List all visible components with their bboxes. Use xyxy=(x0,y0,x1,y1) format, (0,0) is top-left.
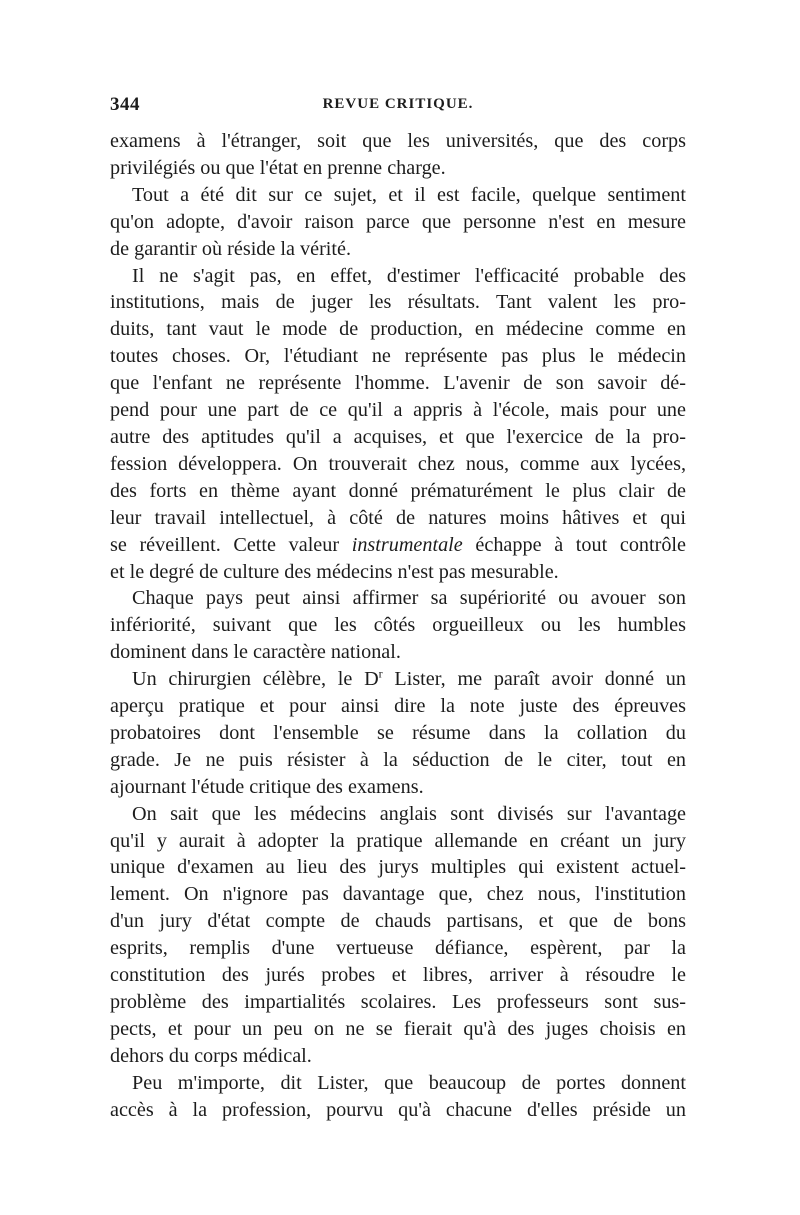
text-line-with-italic xyxy=(110,532,686,559)
text-line: ajournant l'étude critique des examens. xyxy=(110,775,424,798)
text-segment: se réveillent. Cette valeur xyxy=(110,533,340,556)
text-line: Peu m'importe, dit Lister, que beaucoup de portes donnent xyxy=(132,1071,686,1094)
text-line: infériorité, suivant que les côtés orgueilleux ou les humbles xyxy=(110,614,686,637)
text-line: qu'on adopte, d'avoir raison parce que personne n'est en mesure xyxy=(110,210,686,233)
paragraph xyxy=(110,263,686,586)
text-line: fession développera. On trouverait chez nous, comme aux lycées, xyxy=(110,452,686,475)
text-line: autre des aptitudes qu'il a acquises, et que l'exercice de la pro- xyxy=(110,425,686,448)
text-line: pects, et pour un peu on ne se fierait qu'à des juges choisis en xyxy=(110,1017,686,1040)
text-line: dehors du corps médical. xyxy=(110,1044,312,1067)
superscript: r xyxy=(378,666,383,681)
text-line: leur travail intellectuel, à côté de natures moins hâtives et qui xyxy=(110,506,686,529)
text-line: Tout a été dit sur ce sujet, et il est facile, quelque sentiment xyxy=(132,183,686,206)
book-page xyxy=(110,94,686,1124)
italic-phrase: instrumentale xyxy=(351,533,463,556)
text-segment: échappe à tout contrôle xyxy=(475,533,686,556)
text-line: accès à la profession, pourvu qu'à chacune d'elles préside un xyxy=(110,1098,686,1121)
text-line: pend pour une part de ce qu'il a appris à l'école, mais pour une xyxy=(110,399,686,422)
paragraph xyxy=(110,801,686,1070)
text-line: Chaque pays peut ainsi affirmer sa supériorité ou avouer son xyxy=(132,587,686,610)
text-line-with-superscript xyxy=(110,666,686,693)
text-line: qu'il y aurait à adopter la pratique allemande en créant un jury xyxy=(110,829,686,852)
text-line: Il ne s'agit pas, en effet, d'estimer l'efficacité probable des xyxy=(132,264,686,287)
text-line: institutions, mais de juger les résultats. Tant valent les pro- xyxy=(110,291,686,314)
text-line: On sait que les médecins anglais sont divisés sur l'avantage xyxy=(132,802,686,825)
running-title: REVUE CRITIQUE. xyxy=(322,96,474,112)
running-head xyxy=(110,94,686,124)
text-line: grade. Je ne puis résister à la séduction de le citer, tout en xyxy=(110,748,686,771)
text-line: et le degré de culture des médecins n'est pas mesurable. xyxy=(110,560,559,583)
paragraph xyxy=(110,1070,686,1124)
page-number: 344 xyxy=(110,94,140,115)
text-line: duits, tant vaut le mode de production, en médecine comme en xyxy=(110,318,686,341)
paragraph xyxy=(110,128,686,182)
text-line: privilégiés ou que l'état en prenne charge. xyxy=(110,156,446,179)
text-line: de garantir où réside la vérité. xyxy=(110,237,352,260)
text-line: problème des impartialités scolaires. Les professeurs sont sus- xyxy=(110,991,686,1013)
text-line: unique d'examen au lieu des jurys multiples qui existent actuel- xyxy=(110,856,686,879)
paragraph xyxy=(110,666,686,801)
text-line: toutes choses. Or, l'étudiant ne représente pas plus le médecin xyxy=(110,345,686,368)
text-line: des forts en thème ayant donné prématurément le plus clair de xyxy=(110,479,686,502)
paragraph xyxy=(110,182,686,263)
body-text xyxy=(110,128,686,1124)
text-line: constitution des jurés probes et libres, arriver à résoudre le xyxy=(110,964,686,987)
text-segment: Lister, me paraît avoir donné un xyxy=(382,668,686,691)
text-line: probatoires dont l'ensemble se résume dans la collation du xyxy=(110,721,686,744)
paragraph xyxy=(110,585,686,666)
text-line: que l'enfant ne représente l'homme. L'avenir de son savoir dé- xyxy=(110,372,686,395)
text-line: esprits, remplis d'une vertueuse défiance, espèrent, par la xyxy=(110,937,686,960)
text-line: lement. On n'ignore pas davantage que, chez nous, l'institution xyxy=(110,883,686,906)
text-line: aperçu pratique et pour ainsi dire la note juste des épreuves xyxy=(110,695,686,718)
text-line: dominent dans le caractère national. xyxy=(110,641,401,664)
text-line: d'un jury d'état compte de chauds partisans, et que de bons xyxy=(110,910,686,933)
text-segment: Un chirurgien célèbre, le D xyxy=(132,668,379,691)
text-line: examens à l'étranger, soit que les universités, que des corps xyxy=(110,130,686,152)
